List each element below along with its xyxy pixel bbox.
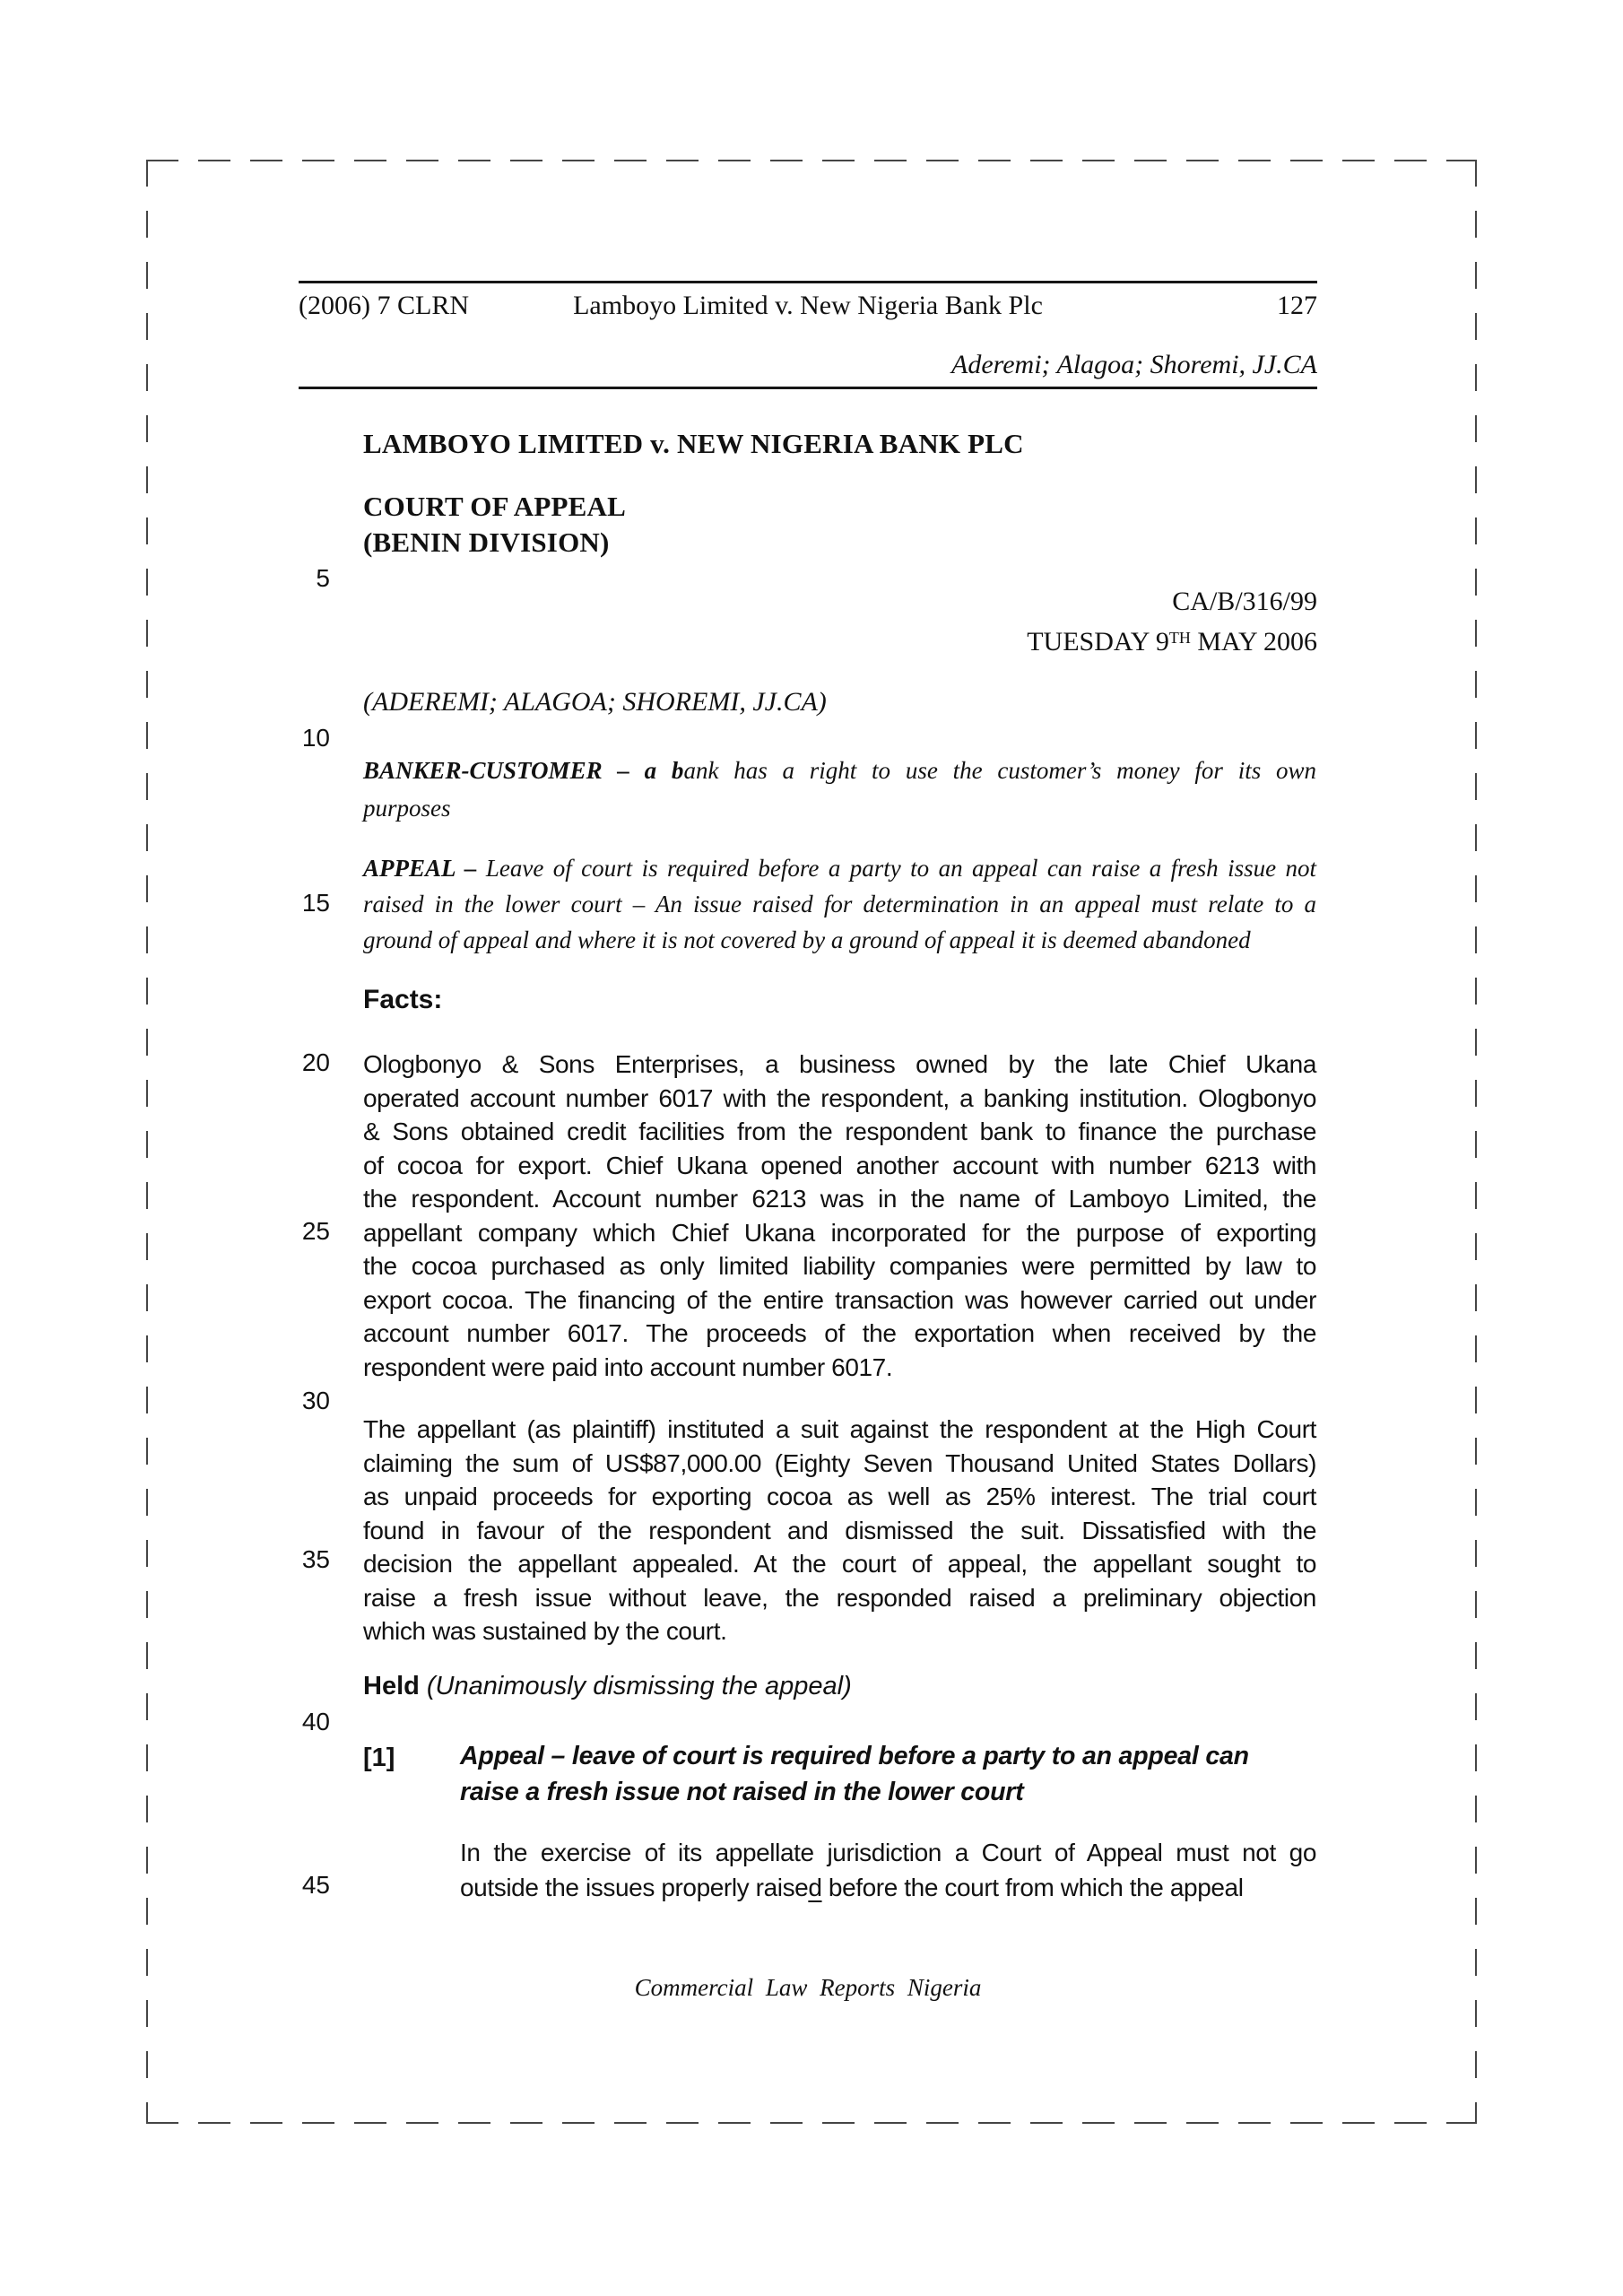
line-number-20: 20: [301, 1048, 330, 1076]
judgment-date: [299, 621, 1317, 659]
held-label: Held: [363, 1672, 420, 1700]
facts-heading: Facts:: [363, 985, 443, 1014]
case-title: LAMBOYO LIMITED v. NEW NIGERIA BANK PLC: [363, 428, 1024, 459]
holding-body-line1: In the exercise of its appellate jurisdiction a Court of Appeal must not go: [460, 1839, 1316, 1866]
line-number-40: 40: [301, 1708, 330, 1735]
line-number-35: 35: [301, 1545, 330, 1573]
holding-heading-line1: Appeal – leave of court is required before a party to an appeal can: [460, 1742, 1249, 1770]
held-note: (Unanimously dismissing the appeal): [419, 1672, 852, 1700]
facts-p1-line: appellant company which Chief Ukana incorporated for the purpose of exporting: [363, 1218, 1316, 1247]
catchword-appeal-line2: raised in the lower court – An issue raised for determination in an appeal must relate to a: [363, 891, 1316, 918]
facts-p1-line: Ologbonyo & Sons Enterprises, a business owned by the late Chief Ukana: [363, 1050, 1316, 1078]
appeal-number: CA/B/316/99: [1172, 587, 1317, 616]
facts-p2-line: as unpaid proceeds for exporting cocoa as well as 25% interest. The trial court: [363, 1483, 1316, 1510]
catchword-appeal-bold: APPEAL –: [363, 855, 486, 882]
holding-heading: [460, 1738, 1316, 1810]
catchword-banker-bold: BANKER-CUSTOMER – a b: [363, 757, 684, 784]
date-rest: MAY 2006: [1190, 627, 1317, 657]
line-number-5: 5: [316, 564, 330, 592]
catchword-appeal-line1: [363, 850, 1316, 886]
catchword-banker-line2: purposes: [363, 795, 451, 822]
facts-p1-line: operated account number 6017 with the respondent, a banking institution. Ologbonyo: [363, 1083, 1316, 1112]
facts-p1-line: account number 6017. The proceeds of the exportation when received by the: [363, 1319, 1316, 1347]
holding-body-line2-pre: outside the issues properly raise: [460, 1874, 809, 1901]
facts-p1-line: & Sons obtained credit facilities from the respondent bank to finance the purchase: [363, 1118, 1316, 1145]
header-running-title: Lamboyo Limited v. New Nigeria Bank Plc: [573, 291, 1043, 320]
date-main: TUESDAY 9: [1027, 627, 1169, 657]
facts-p1-line: export cocoa. The financing of the entire transaction was however carried out under: [363, 1285, 1316, 1314]
page-border-left: [146, 160, 148, 2124]
holding-body-underlined-d: d: [808, 1874, 822, 1901]
catchword-appeal-rest: Leave of court is required before a party to an appeal can raise a fresh issue not: [485, 855, 1316, 882]
held-line: [363, 1670, 1316, 1703]
facts-p1-line: the cocoa purchased as only limited liability companies were permitted by law to: [363, 1252, 1316, 1280]
page-border-bottom: [146, 2122, 1477, 2124]
header-page-number: 127: [1277, 291, 1317, 320]
coram-line: (ADEREMI; ALAGOA; SHOREMI, JJ.CA): [363, 687, 827, 717]
facts-p1-line: of cocoa for export. Chief Ukana opened another account with number 6213 with: [363, 1151, 1316, 1179]
catchword-appeal-line3: ground of appeal and where it is not covered by a ground of appeal it is deemed abandoned: [363, 926, 1251, 953]
header-rule-top: [299, 281, 1317, 283]
facts-p2-line: raise a fresh issue without leave, the responded raised a preliminary objection: [363, 1583, 1316, 1612]
facts-p2-line: decision the appellant appealed. At the court of appeal, the appellant sought to: [363, 1550, 1316, 1578]
page-border-right: [1475, 160, 1477, 2124]
holding-heading-line2: raise a fresh issue not raised in the lower court: [460, 1778, 1024, 1806]
page-border-top: [146, 160, 1477, 161]
facts-p1-line: the respondent. Account number 6213 was in the name of Lamboyo Limited, the: [363, 1185, 1316, 1213]
header-citation: (2006) 7 CLRN: [299, 291, 469, 320]
court-name: COURT OF APPEAL: [363, 491, 626, 522]
running-header: [299, 289, 1317, 323]
footer-publication-name: Commercial Law Reports Nigeria: [634, 1974, 982, 2001]
facts-p2-line: found in favour of the respondent and dismissed the suit. Dissatisfied with the: [363, 1516, 1316, 1544]
header-rule-bottom: [299, 387, 1317, 389]
catchword-banker-line1: [363, 752, 1316, 789]
holding-body: [460, 1835, 1316, 1905]
line-number-30: 30: [301, 1387, 330, 1414]
catchword-banker-rest: ank has a right to use the customer’s money for its own: [683, 757, 1316, 784]
facts-paragraph-1: [363, 1048, 1316, 1384]
date-ordinal: TH: [1168, 629, 1191, 647]
court-division: (BENIN DIVISION): [363, 526, 610, 558]
facts-p2-line: which was sustained by the court.: [363, 1617, 727, 1645]
line-number-25: 25: [301, 1217, 330, 1245]
line-number-10: 10: [301, 724, 330, 752]
holding-number: [1]: [363, 1744, 395, 1772]
holding-body-line2-post: before the court from which the appeal: [821, 1874, 1244, 1901]
header-judges-line: Aderemi; Alagoa; Shoremi, JJ.CA: [951, 350, 1317, 379]
catchword-banker-customer: [363, 752, 1316, 827]
facts-p2-line: claiming the sum of US$87,000.00 (Eighty Seven Thousand United States Dollars): [363, 1448, 1316, 1477]
line-number-45: 45: [301, 1871, 330, 1899]
line-number-15: 15: [301, 889, 330, 917]
facts-paragraph-2: [363, 1413, 1316, 1648]
holding-body-line2: [460, 1870, 1316, 1905]
catchword-appeal: [363, 850, 1316, 958]
facts-p2-line: The appellant (as plaintiff) instituted a suit against the respondent at the High Court: [363, 1415, 1316, 1443]
facts-p1-line: respondent were paid into account number 6017.: [363, 1352, 893, 1381]
